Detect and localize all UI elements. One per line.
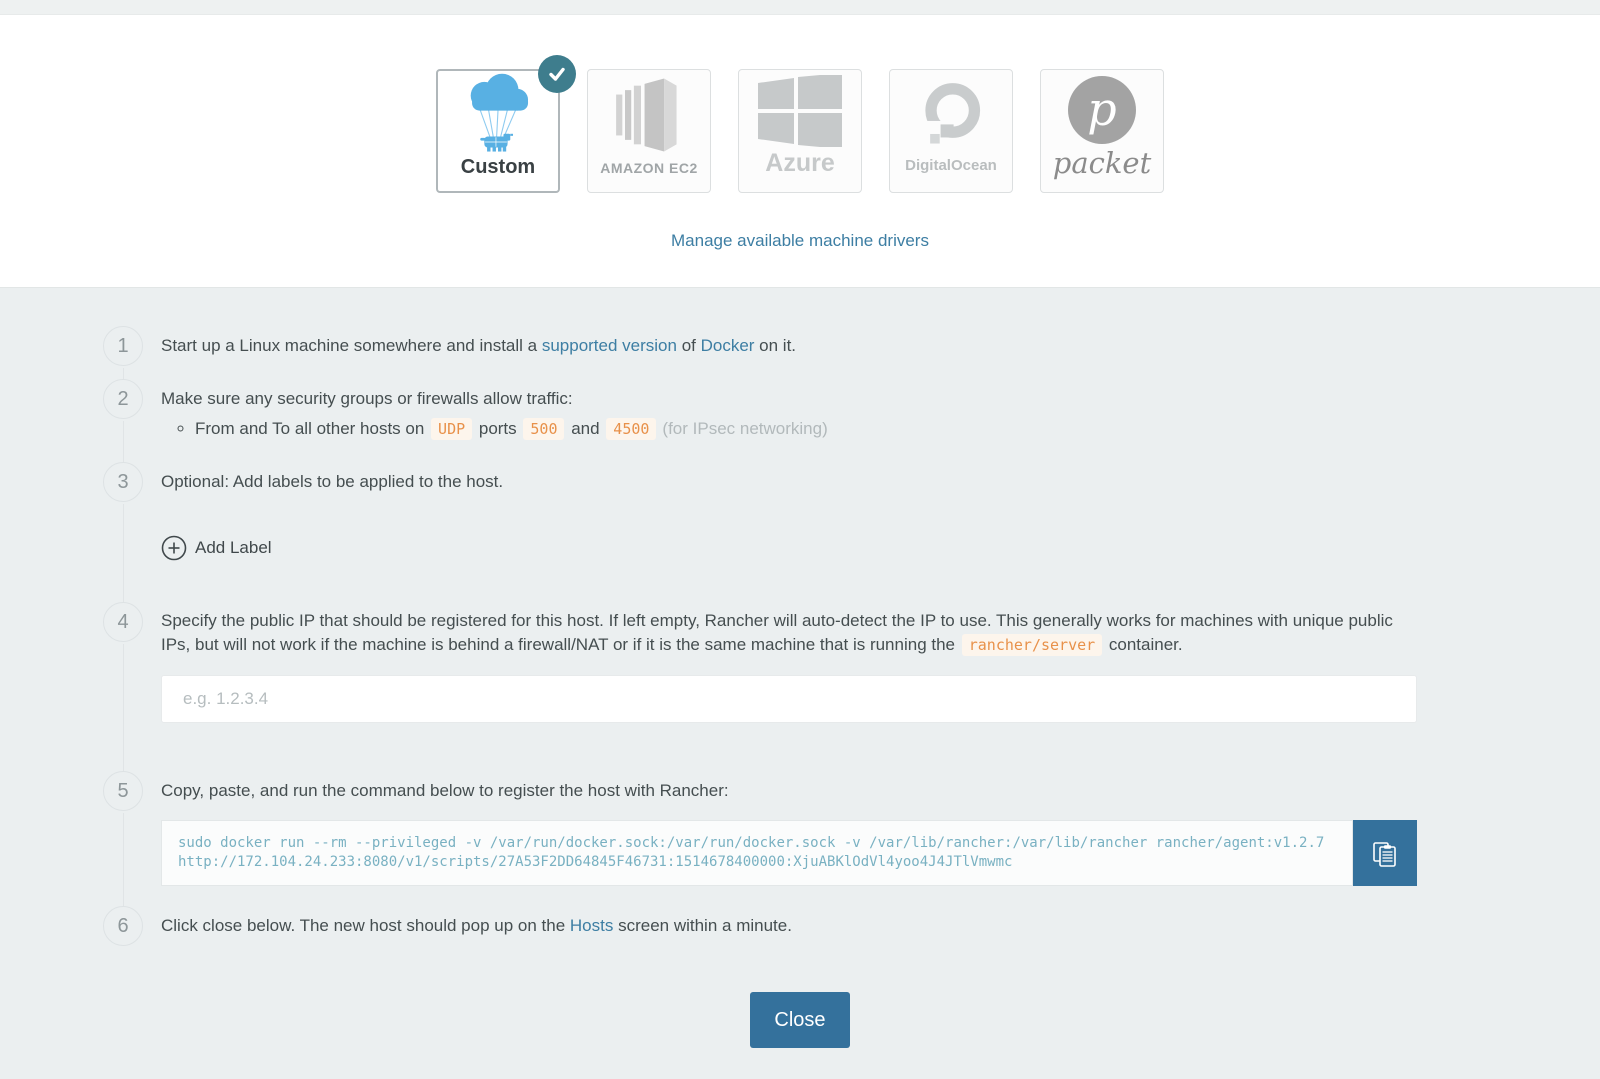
firewall-rules-list [195, 416, 1416, 442]
step-connector [123, 504, 124, 602]
step-connector [123, 421, 124, 462]
driver-card-packet[interactable] [1040, 69, 1164, 193]
add-label-button[interactable] [161, 535, 272, 561]
close-button[interactable]: Close [750, 992, 849, 1048]
step-2-title: Make sure any security groups or firewalls allow traffic: [161, 389, 573, 408]
driver-card-amazon-ec2[interactable] [587, 69, 711, 193]
driver-card-label: Azure [765, 149, 835, 177]
driver-card-custom[interactable] [436, 69, 560, 193]
azure-windows-logo-icon [739, 70, 861, 151]
port-500-code-chip: 500 [523, 418, 564, 440]
step-5-number: 5 [103, 771, 143, 811]
step-1 [103, 326, 1600, 379]
step-6 [103, 906, 1600, 946]
driver-card-azure[interactable] [738, 69, 862, 193]
step-3-title: Optional: Add labels to be applied to the host. [161, 472, 504, 491]
port-4500-code-chip: 4500 [606, 418, 656, 440]
packet-logo-icon [1041, 70, 1163, 149]
driver-card-label: DigitalOcean [905, 157, 997, 174]
add-label-text: Add Label [195, 538, 272, 557]
step-3 [103, 462, 1600, 602]
step-connector [123, 813, 124, 906]
step-2-number: 2 [103, 379, 143, 419]
driver-card-label: AMAZON EC2 [600, 160, 698, 176]
step-connector [123, 644, 124, 771]
plus-circle-icon [161, 535, 187, 561]
driver-cards-row [0, 69, 1600, 193]
check-icon [547, 64, 567, 84]
step-1-number: 1 [103, 326, 143, 366]
step-1-text: Start up a Linux machine somewhere and install a supported version of Docker on it. [161, 336, 797, 355]
machine-driver-panel [0, 15, 1600, 288]
step-5-title: Copy, paste, and run the command below to register the host with Rancher: [161, 781, 729, 800]
driver-card-label: Custom [460, 156, 536, 178]
manage-machine-drivers-link[interactable]: Manage available machine drivers [671, 231, 929, 250]
ipsec-note: (for IPsec networking) [662, 419, 828, 438]
registration-command: sudo docker run --rm --privileged -v /var/run/docker.sock:/var/run/docker.sock -v /var/lib/rancher:/var/lib/rancher rancher/agent:v1.2.7 http://172.104.24.233:8080/v1/scripts/27A53F2DD64845F46731:1514678400000:XjuABKlOdVl4yoo4J4JTlVmwmc [161, 820, 1353, 886]
step-2 [103, 379, 1600, 462]
top-strip [0, 0, 1600, 15]
udp-ports-rule: ◦ From and To all other hosts on UDP ports 500 and 4500 (for IPsec networking) [195, 416, 1416, 442]
rancher-server-code-chip: rancher/server [962, 634, 1102, 656]
add-host-steps [0, 288, 1600, 946]
footer [0, 992, 1600, 1048]
step-connector [123, 368, 124, 379]
hosts-link[interactable]: Hosts [569, 916, 614, 935]
public-ip-input[interactable] [161, 675, 1417, 723]
udp-code-chip: UDP [431, 418, 472, 440]
clipboard-copy-icon [1372, 839, 1398, 867]
step-6-text: Click close below. The new host should pop up on the Hosts screen within a minute. [161, 916, 792, 935]
step-4 [103, 602, 1600, 771]
driver-card-digitalocean[interactable] [889, 69, 1013, 193]
step-6-number: 6 [103, 906, 143, 946]
digitalocean-logo-icon [890, 70, 1012, 157]
selected-check-badge [538, 55, 576, 93]
step-4-text: Specify the public IP that should be registered for this host. If left empty, Rancher will auto-detect the IP to use. This generally works for machines with unique public IPs, but will not work if the machine is behind a firewall/NAT or if it is the same machine that is running the rancher/server container. [161, 611, 1393, 654]
step-4-number: 4 [103, 602, 143, 642]
packet-monogram: p [1087, 81, 1117, 136]
amazon-ec2-logo-icon [588, 70, 710, 160]
copy-command-button[interactable] [1353, 820, 1417, 886]
step-5 [103, 771, 1600, 906]
supported-version-link[interactable]: supported version [541, 336, 677, 355]
step-3-number: 3 [103, 462, 143, 502]
docker-link[interactable]: Docker [700, 336, 755, 355]
registration-command-row [161, 820, 1417, 886]
driver-card-label: packet [1052, 146, 1152, 180]
